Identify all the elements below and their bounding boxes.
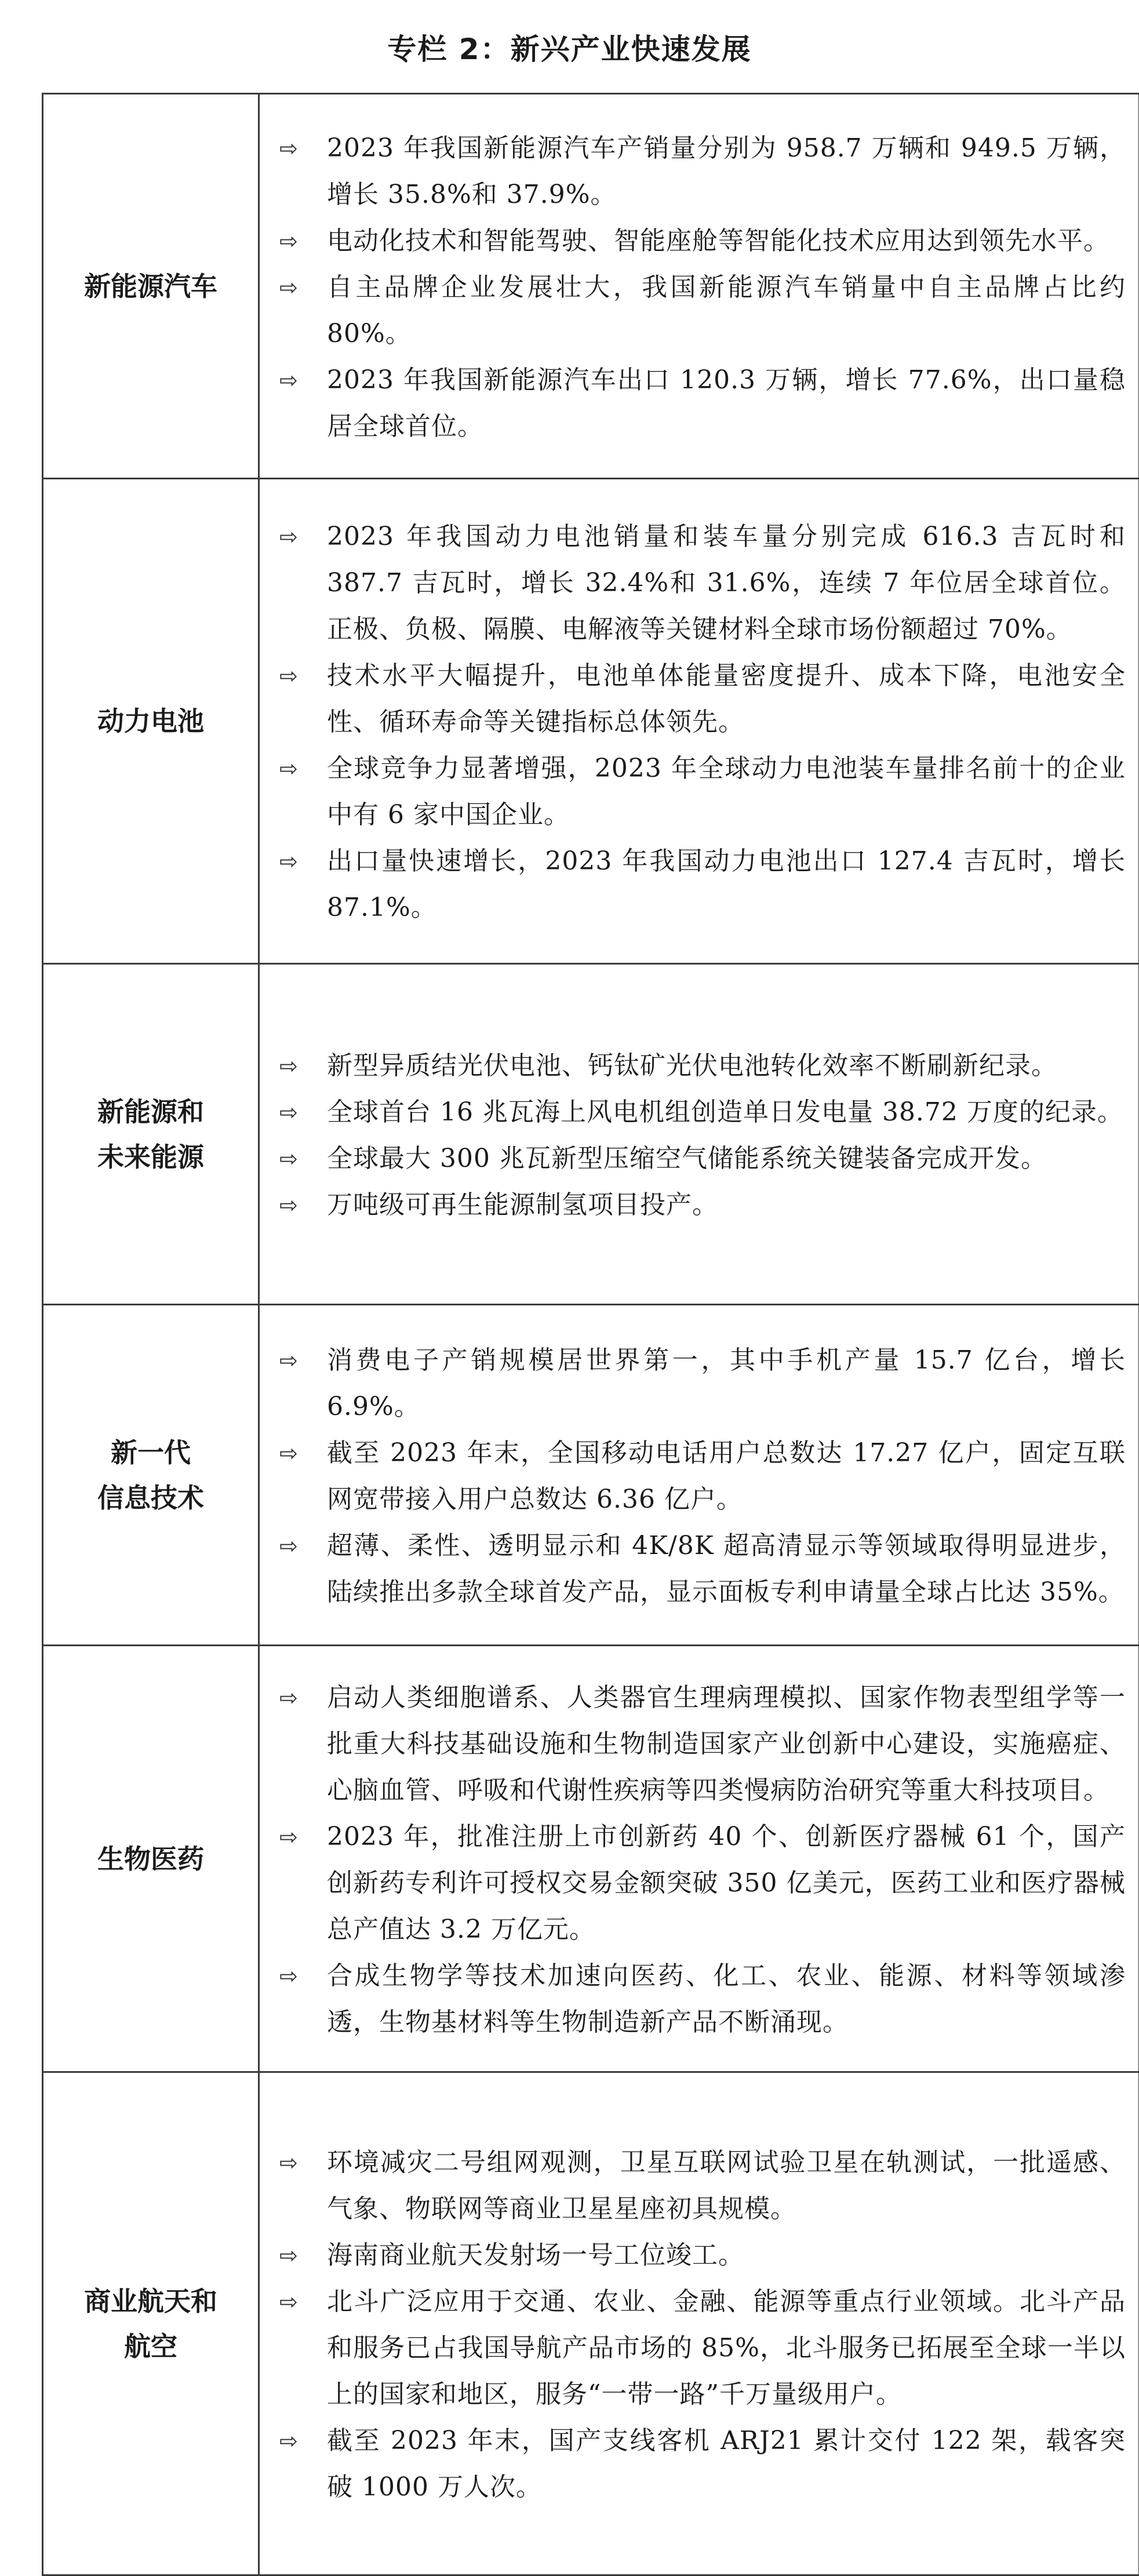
items-cell bbox=[259, 94, 1139, 479]
arrow-right-outline-icon: ⇨ bbox=[279, 1182, 306, 1228]
items-cell bbox=[259, 479, 1139, 964]
list-item bbox=[274, 2279, 1126, 2418]
item-text: 2023 年我国新能源汽车出口 120.3 万辆，增长 77.6%，出口量稳居全球首位。 bbox=[327, 365, 1126, 441]
item-text: 新型异质结光伏电池、钙钛矿光伏电池转化效率不断刷新纪录。 bbox=[327, 1051, 1057, 1080]
item-text: 北斗广泛应用于交通、农业、金融、能源等重点行业领域。北斗产品和服务已占我国导航产品市场的 85%，北斗服务已拓展至全球一半以上的国家和地区，服务“一带一路”千万量级用户。 bbox=[327, 2287, 1126, 2409]
list-item bbox=[274, 1814, 1126, 1953]
item-text: 2023 年，批准注册上市创新药 40 个、创新医疗器械 61 个，国产创新药专利许可授权交易金额突破 350 亿美元，医药工业和医疗器械总产值达 3.2 万亿元。 bbox=[327, 1822, 1126, 1944]
list-item bbox=[274, 838, 1126, 931]
arrow-right-outline-icon: ⇨ bbox=[279, 218, 306, 264]
list-item bbox=[274, 1089, 1126, 1136]
category-label: 信息技术 bbox=[50, 1475, 251, 1520]
item-text: 2023 年我国动力电池销量和装车量分别完成 616.3 吉瓦时和 387.7 吉瓦时，增长 32.4%和 31.6%，连续 7 年位居全球首位。正极、负极、隔膜、电解液等关键材料全球市场份额超过 70%。 bbox=[327, 522, 1126, 644]
item-text: 全球竞争力显著增强，2023 年全球动力电池装车量排名前十的企业中有 6 家中国企业。 bbox=[327, 754, 1126, 829]
arrow-right-outline-icon: ⇨ bbox=[279, 264, 306, 311]
item-text: 万吨级可再生能源制氢项目投产。 bbox=[327, 1190, 718, 1220]
item-text: 超薄、柔性、透明显示和 4K/8K 超高清显示等领域取得明显进步，陆续推出多款全球首发产品，显示面板专利申请量全球占比达 35%。 bbox=[327, 1531, 1126, 1607]
category-cell bbox=[43, 2072, 259, 2575]
arrow-right-outline-icon: ⇨ bbox=[279, 1430, 306, 1476]
bullet-list bbox=[274, 1043, 1126, 1228]
arrow-right-outline-icon: ⇨ bbox=[279, 745, 306, 792]
table-row bbox=[43, 1646, 1139, 2072]
arrow-right-outline-icon: ⇨ bbox=[279, 1523, 306, 1569]
list-item bbox=[274, 514, 1126, 653]
arrow-right-outline-icon: ⇨ bbox=[279, 838, 306, 885]
items-cell bbox=[259, 2072, 1139, 2575]
arrow-right-outline-icon: ⇨ bbox=[279, 1136, 306, 1182]
bullet-list bbox=[274, 125, 1126, 450]
table-row bbox=[43, 1305, 1139, 1646]
category-label: 新一代 bbox=[50, 1430, 251, 1475]
category-cell bbox=[43, 479, 259, 964]
page-title: 专栏 2：新兴产业快速发展 bbox=[0, 26, 1139, 72]
arrow-right-outline-icon: ⇨ bbox=[279, 2140, 306, 2186]
table-row bbox=[43, 479, 1139, 964]
arrow-right-outline-icon: ⇨ bbox=[279, 1953, 306, 1999]
arrow-right-outline-icon: ⇨ bbox=[279, 1337, 306, 1384]
items-cell bbox=[259, 1305, 1139, 1646]
list-item bbox=[274, 2140, 1126, 2232]
list-item bbox=[274, 1182, 1126, 1228]
list-item bbox=[274, 1523, 1126, 1616]
items-cell bbox=[259, 964, 1139, 1305]
arrow-right-outline-icon: ⇨ bbox=[279, 1675, 306, 1721]
arrow-right-outline-icon: ⇨ bbox=[279, 125, 306, 172]
item-text: 截至 2023 年末，国产支线客机 ARJ21 累计交付 122 架，载客突破 1000 万人次。 bbox=[327, 2426, 1126, 2502]
list-item bbox=[274, 2232, 1126, 2279]
list-item bbox=[274, 357, 1126, 450]
category-label: 生物医药 bbox=[50, 1836, 251, 1882]
category-cell bbox=[43, 1305, 259, 1646]
item-text: 出口量快速增长，2023 年我国动力电池出口 127.4 吉瓦时，增长 87.1%。 bbox=[327, 846, 1126, 922]
list-item bbox=[274, 218, 1126, 264]
item-text: 截至 2023 年末，全国移动电话用户总数达 17.27 亿户，固定互联网宽带接入用户总数达 6.36 亿户。 bbox=[327, 1438, 1126, 1514]
list-item bbox=[274, 1043, 1126, 1089]
arrow-right-outline-icon: ⇨ bbox=[279, 357, 306, 403]
table-row bbox=[43, 964, 1139, 1305]
list-item bbox=[274, 1953, 1126, 2046]
category-label: 航空 bbox=[50, 2324, 251, 2369]
bullet-list bbox=[274, 1337, 1126, 1616]
item-text: 海南商业航天发射场一号工位竣工。 bbox=[327, 2240, 744, 2270]
item-text: 电动化技术和智能驾驶、智能座舱等智能化技术应用达到领先水平。 bbox=[327, 226, 1109, 256]
list-item bbox=[274, 745, 1126, 838]
item-text: 2023 年我国新能源汽车产销量分别为 958.7 万辆和 949.5 万辆，增长 35.8%和 37.9%。 bbox=[327, 133, 1126, 209]
bullet-list bbox=[274, 2140, 1126, 2510]
item-text: 技术水平大幅提升，电池单体能量密度提升、成本下降，电池安全性、循环寿命等关键指标总体领先。 bbox=[327, 661, 1126, 737]
category-cell bbox=[43, 1646, 259, 2072]
item-text: 消费电子产销规模居世界第一，其中手机产量 15.7 亿台，增长 6.9%。 bbox=[327, 1345, 1126, 1421]
items-cell bbox=[259, 1646, 1139, 2072]
list-item bbox=[274, 1430, 1126, 1523]
category-label: 新能源汽车 bbox=[50, 264, 251, 309]
arrow-right-outline-icon: ⇨ bbox=[279, 514, 306, 560]
arrow-right-outline-icon: ⇨ bbox=[279, 2232, 306, 2279]
category-cell bbox=[43, 964, 259, 1305]
bullet-list bbox=[274, 514, 1126, 931]
list-item bbox=[274, 264, 1126, 357]
arrow-right-outline-icon: ⇨ bbox=[279, 2418, 306, 2464]
item-text: 合成生物学等技术加速向医药、化工、农业、能源、材料等领域渗透，生物基材料等生物制造新产品不断涌现。 bbox=[327, 1961, 1126, 2037]
item-text: 全球首台 16 兆瓦海上风电机组创造单日发电量 38.72 万度的纪录。 bbox=[327, 1097, 1123, 1127]
item-text: 环境减灾二号组网观测，卫星互联网试验卫星在轨测试，一批遥感、气象、物联网等商业卫星星座初具规模。 bbox=[327, 2148, 1126, 2224]
list-item bbox=[274, 653, 1126, 745]
item-text: 自主品牌企业发展壮大，我国新能源汽车销量中自主品牌占比约 80%。 bbox=[327, 272, 1126, 348]
list-item bbox=[274, 2418, 1126, 2510]
arrow-right-outline-icon: ⇨ bbox=[279, 653, 306, 699]
table-row bbox=[43, 94, 1139, 479]
item-text: 启动人类细胞谱系、人类器官生理病理模拟、国家作物表型组学等一批重大科技基础设施和生物制造国家产业创新中心建设，实施癌症、心脑血管、呼吸和代谢性疾病等四类慢病防治研究等重大科技项目。 bbox=[327, 1683, 1126, 1805]
table-row bbox=[43, 2072, 1139, 2575]
category-label: 动力电池 bbox=[50, 698, 251, 744]
list-item bbox=[274, 125, 1126, 218]
arrow-right-outline-icon: ⇨ bbox=[279, 1089, 306, 1136]
list-item bbox=[274, 1136, 1126, 1182]
industry-table bbox=[42, 93, 1139, 2576]
category-cell bbox=[43, 94, 259, 479]
category-label: 商业航天和 bbox=[50, 2279, 251, 2324]
arrow-right-outline-icon: ⇨ bbox=[279, 1814, 306, 1860]
category-label: 未来能源 bbox=[50, 1134, 251, 1180]
list-item bbox=[274, 1337, 1126, 1430]
arrow-right-outline-icon: ⇨ bbox=[279, 1043, 306, 1089]
arrow-right-outline-icon: ⇨ bbox=[279, 2279, 306, 2325]
list-item bbox=[274, 1675, 1126, 1814]
bullet-list bbox=[274, 1675, 1126, 2046]
category-label: 新能源和 bbox=[50, 1089, 251, 1134]
item-text: 全球最大 300 兆瓦新型压缩空气储能系统关键装备完成开发。 bbox=[327, 1144, 1047, 1173]
